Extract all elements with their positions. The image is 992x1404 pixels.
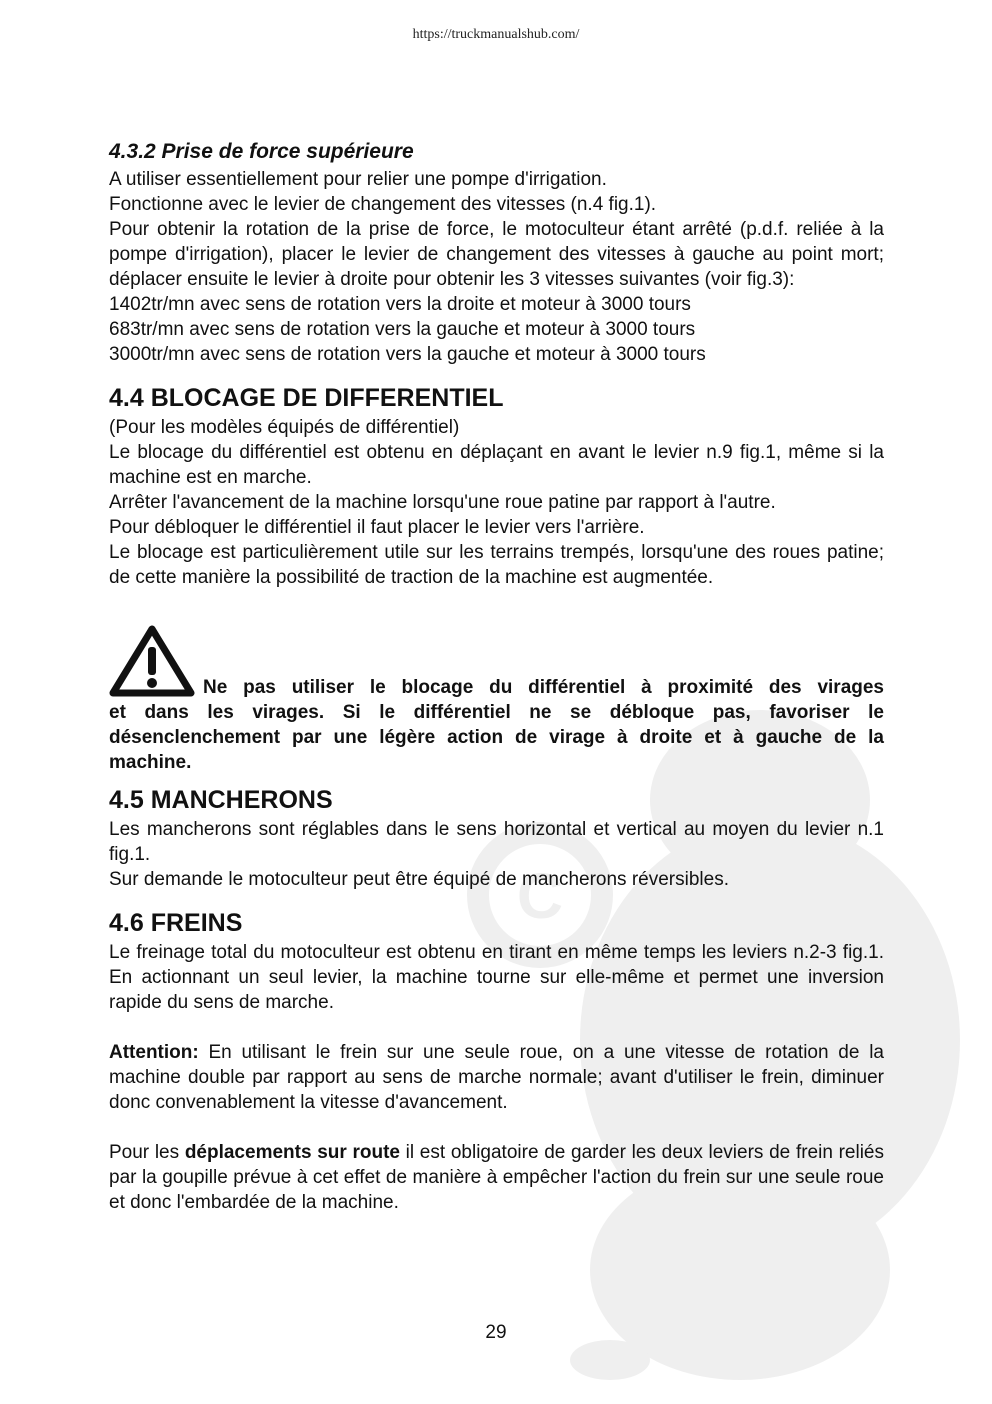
speed-line-2: 683tr/mn avec sens de rotation vers la gauche et moteur à 3000 tours [109,319,696,340]
svg-text:C: C [516,860,564,932]
section-432-title: 4.3.2 Prise de force supérieure [109,140,414,163]
route-paragraph [109,1140,884,1215]
section-44-note: (Pour les modèles équipés de différentiel) [109,417,460,438]
speed-line-3: 3000tr/mn avec sens de rotation vers la gauche et moteur à 3000 tours [109,344,706,365]
page-content [109,137,884,1215]
section-44-paragraph-4: Le blocage est particulièrement utile sur les terrains trempés, lorsqu'une des roues patine; de cette manière la possibilité de traction de la machine est augmentée. [109,542,884,588]
section-432-line-2: Fonctionne avec le levier de changement des vitesses (n.4 fig.1). [109,194,657,215]
warning-text-first-line: Ne pas utiliser le blocage du différentiel à proximité des virages [203,677,884,698]
route-text-pre: Pour les [109,1142,185,1163]
warning-block [109,624,884,775]
section-44-paragraph-3: Pour débloquer le différentiel il faut placer le levier vers l'arrière. [109,517,645,538]
route-text-post: il est obligatoire de garder les deux leviers de frein reliés par la goupille prévue à cet effet de manière à empêcher l'action du frein sur une seule roue et donc l'embardée de la machine. [109,1142,884,1213]
attention-label: Attention: [109,1042,199,1063]
section-44-paragraph-1: Le blocage du différentiel est obtenu en déplaçant en avant le levier n.9 fig.1, même si la machine est en marche. [109,442,884,488]
attention-paragraph [109,1040,884,1115]
header-url: https://truckmanualshub.com/ [412,27,580,42]
page-number: 29 [485,1322,507,1343]
section-45-paragraph-1: Les mancherons sont réglables dans le sens horizontal et vertical au moyen du levier n.1 fig.1. [109,819,884,865]
section-432-paragraph: Pour obtenir la rotation de la prise de force, le motoculteur étant arrêté (p.d.f. reliée à la pompe d'irrigation), placer le levier de changement des vitesses à gauche au point mort; déplacer ensuite le levier à droite pour obtenir les 3 vitesses suivantes (voir fig.3): [109,219,884,290]
attention-text: En utilisant le frein sur une seule roue, on a une vitesse de rotation de la machine double par rapport au sens de marche normale; avant d'utiliser le frein, diminuer donc convenablement la vitesse d'avancement. [109,1042,884,1113]
section-44-paragraph-2: Arrêter l'avancement de la machine lorsqu'une roue patine par rapport à l'autre. [109,492,776,513]
route-text-bold: déplacements sur route [184,1142,400,1163]
section-432-line-1: A utiliser essentiellement pour relier une pompe d'irrigation. [109,169,607,190]
warning-triangle-icon [109,624,195,698]
section-44-title: 4.4 BLOCAGE DE DIFFERENTIEL [109,384,504,412]
section-45-paragraph-2: Sur demande le motoculteur peut être équipé de mancherons réversibles. [109,869,729,890]
section-46-title: 4.6 FREINS [109,909,243,937]
section-46-paragraph-1: Le freinage total du motoculteur est obtenu en tirant en même temps les leviers n.2-3 fig.1. En actionnant un seul levier, la machine tourne sur elle-même et permet une inversion rapide du sens de marche. [109,942,884,1013]
section-45-title: 4.5 MANCHERONS [109,786,333,814]
warning-text: et dans les virages. Si le différentiel ne se débloque pas, favoriser le désenclenchement par une légère action de virage à droite et à gauche de la machine. [109,702,884,773]
speed-line-1: 1402tr/mn avec sens de rotation vers la droite et moteur à 3000 tours [109,294,691,315]
